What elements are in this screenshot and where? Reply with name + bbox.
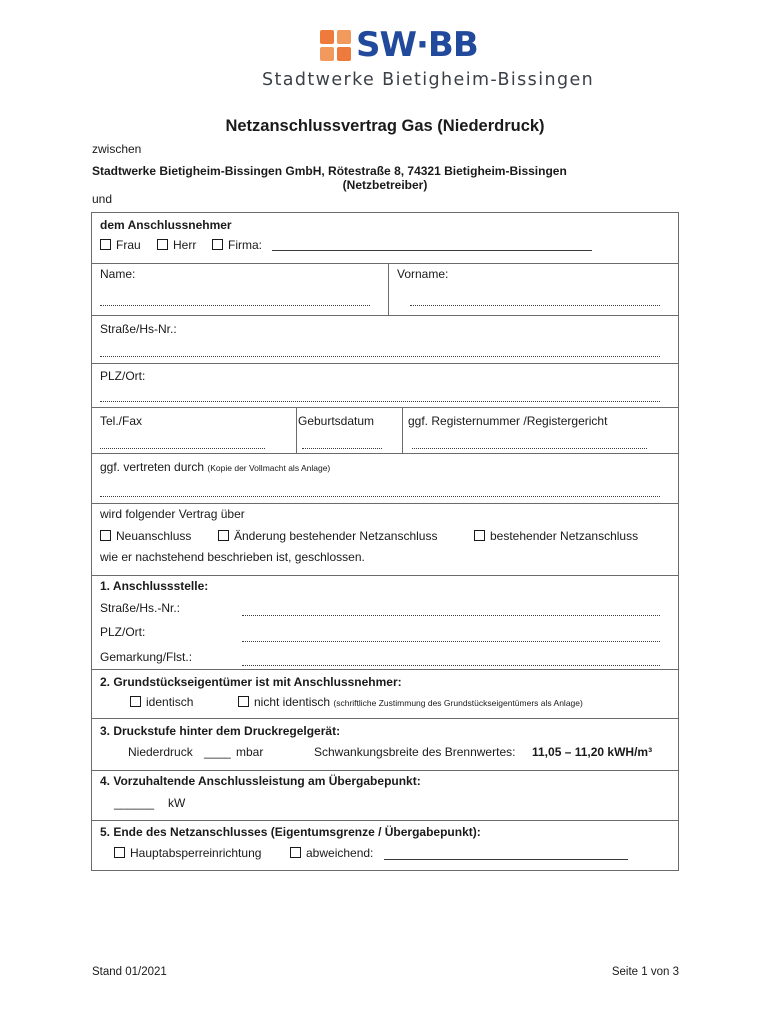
name-field[interactable] [100,305,370,306]
register-label: ggf. Registernummer /Registergericht [408,414,608,428]
represented-field[interactable] [100,496,660,497]
existing-connection-label: bestehender Netzanschluss [490,529,639,543]
salutation-herr-label: Herr [173,238,197,252]
birth-field[interactable] [302,448,382,449]
connection-parcel-label: Gemarkung/Flst.: [100,650,193,664]
city-label: PLZ/Ort: [100,369,146,383]
pressure-field[interactable]: ____ [204,745,231,759]
operator-text: Stadtwerke Bietigheim-Bissingen GmbH, Rötestraße 8, 74321 Bietigheim-Bissingen [92,164,567,178]
section2-heading: 2. Grundstückseigentümer ist mit Anschlussnehmer: [100,675,402,689]
phone-label: Tel./Fax [100,414,143,428]
calorific-range-value: 11,05 – 11,20 kWH/m³ [532,745,653,759]
company-field[interactable] [272,250,592,251]
represented-label: ggf. vertreten durch (Kopie der Vollmacht als Anlage) [100,460,331,474]
first-name-label: Vorname: [397,267,449,281]
owner-consent-note: (schriftliche Zustimmung des Grundstückseigentümers als Anlage) [333,698,583,708]
section5-heading: 5. Ende des Netzanschlusses (Eigentumsgrenze / Übergabepunkt): [100,825,481,839]
represented-note: (Kopie der Vollmacht als Anlage) [207,463,331,473]
new-connection-label: Neuanschluss [116,529,192,543]
main-shutoff-checkbox[interactable] [114,847,125,858]
page-number: Seite 1 von 3 [611,966,679,978]
street-field[interactable] [100,356,660,357]
deviating-label: abweichend: [306,846,374,860]
connection-street-field[interactable] [242,615,660,616]
pressure-label: Niederdruck [128,745,193,759]
change-connection-label: Änderung bestehender Netzanschluss [234,529,438,543]
company-logo [0,25,770,95]
contract-form [91,212,679,871]
salutation-frau-checkbox[interactable] [100,239,111,250]
deviating-field[interactable] [384,859,628,860]
calorific-range-label: Schwankungsbreite des Brennwertes: [314,745,516,759]
logo-subtitle: Stadtwerke Bietigheim-Bissingen [262,70,595,90]
logo-mark-icon [320,30,351,61]
street-label: Straße/Hs-Nr.: [100,322,177,336]
new-connection-checkbox[interactable] [100,530,111,541]
section3-heading: 3. Druckstufe hinter dem Druckregelgerät: [100,724,341,738]
first-name-field[interactable] [410,305,660,306]
and-text: und [92,192,113,206]
salutation-herr-checkbox[interactable] [157,239,168,250]
document-title: Netzanschlussvertrag Gas (Niederdruck) [225,117,545,135]
birth-label: Geburtsdatum [298,414,375,428]
capacity-unit: kW [168,796,186,810]
existing-connection-checkbox[interactable] [474,530,485,541]
change-connection-checkbox[interactable] [218,530,229,541]
connection-city-field[interactable] [242,641,660,642]
salutation-firma-label: Firma: [228,238,262,252]
connection-parcel-field[interactable] [242,665,660,666]
owner-not-identical-checkbox[interactable] [238,696,249,707]
owner-identical-checkbox[interactable] [130,696,141,707]
logo-brand: SW·BB [356,25,478,65]
capacity-field[interactable]: ______ [114,796,155,810]
connection-street-label: Straße/Hs.-Nr.: [100,601,181,615]
name-label: Name: [100,267,136,281]
version-footer: Stand 01/2021 [92,966,167,978]
contract-intro: wird folgender Vertrag über [100,507,245,521]
section1-heading: 1. Anschlussstelle: [100,579,209,593]
between-text: zwischen [92,142,142,156]
salutation-frau-label: Frau [116,238,141,252]
main-shutoff-label: Hauptabsperreinrichtung [130,846,262,860]
pressure-unit: mbar [236,745,264,759]
phone-field[interactable] [100,448,265,449]
section4-heading: 4. Vorzuhaltende Anschlussleistung am Übergabepunkt: [100,774,421,788]
deviating-checkbox[interactable] [290,847,301,858]
customer-heading: dem Anschlussnehmer [100,218,232,232]
operator-role: (Netzbetreiber) [342,178,428,192]
contract-closing: wie er nachstehend beschrieben ist, geschlossen. [100,550,365,564]
register-field[interactable] [412,448,647,449]
salutation-firma-checkbox[interactable] [212,239,223,250]
city-field[interactable] [100,401,660,402]
connection-city-label: PLZ/Ort: [100,625,146,639]
owner-not-identical-label: nicht identisch (schriftliche Zustimmung des Grundstückseigentümers als Anlage) [254,695,583,709]
owner-identical-label: identisch [146,695,194,709]
